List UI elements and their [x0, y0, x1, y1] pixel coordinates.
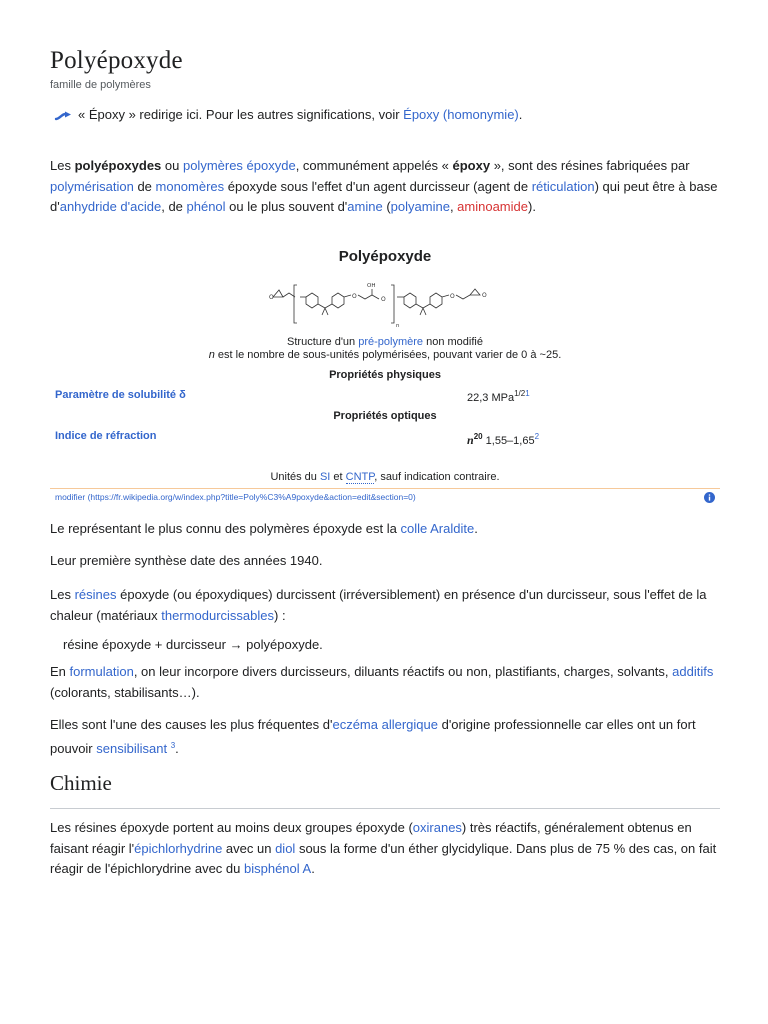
section-optical-properties: Propriétés optiques: [333, 410, 437, 422]
link-phenol[interactable]: phénol: [186, 199, 226, 214]
structure-caption-line2: [50, 349, 720, 361]
link-bisphenol-a[interactable]: bisphénol A: [243, 861, 312, 876]
link-oxiranes[interactable]: oxiranes: [412, 820, 462, 835]
link-thermodurcissables[interactable]: thermodurcissables: [161, 607, 274, 623]
ref-3[interactable]: 3: [170, 740, 176, 750]
ref-1[interactable]: 1: [525, 389, 530, 398]
text: Le représentant le plus connu des polymères époxyde est la: [50, 521, 401, 536]
text: Les: [50, 158, 75, 173]
link-anhydride-acide[interactable]: anhydride d'acide: [59, 199, 162, 214]
link-diol[interactable]: diol: [275, 840, 296, 856]
link-polymerisation[interactable]: polymérisation: [50, 178, 134, 194]
text: , sauf indication contraire.: [374, 471, 500, 483]
text: ).: [528, 199, 536, 214]
text: , communément appelés «: [295, 158, 453, 173]
n-label: n: [396, 323, 400, 329]
text: En: [50, 664, 70, 679]
page-title: Polyépoxyde: [50, 47, 183, 74]
svg-text:O: O: [482, 292, 487, 299]
oh-label: OH: [367, 283, 376, 289]
text: .: [175, 740, 179, 756]
chemical-structure-image[interactable]: [270, 277, 502, 331]
link-epichlorhydrine[interactable]: épichlorhydrine: [134, 840, 223, 856]
text: ou le plus souvent d': [225, 199, 348, 214]
hatnote: [55, 107, 522, 122]
svg-text:O: O: [381, 296, 386, 303]
variable-n: n: [208, 349, 215, 361]
text: et: [330, 471, 346, 483]
svg-text:O: O: [450, 293, 455, 300]
infobox-title: Polyépoxyde: [338, 248, 432, 265]
link-polymeres-epoxyde[interactable]: polymères époxyde: [182, 158, 296, 173]
paragraph-eczema: [50, 715, 722, 759]
link-sensibilisant[interactable]: sensibilisant: [96, 740, 168, 756]
link-additifs[interactable]: additifs: [672, 664, 714, 679]
text: époxyde (ou époxydiques) durcissent (irréversiblement) en présence d'un durcisseur, sous l'effet de la chaleur (matériaux: [50, 587, 707, 623]
solubility-value: [467, 389, 530, 404]
hatnote-suffix: .: [518, 107, 523, 122]
link-monomeres[interactable]: monomères: [155, 178, 225, 194]
text: ou: [161, 158, 183, 173]
text: .: [474, 521, 478, 536]
text: Unités du: [270, 471, 320, 483]
text: ,: [449, 199, 458, 214]
link-formulation[interactable]: formulation: [69, 664, 134, 679]
text: Les: [50, 587, 75, 602]
text: 22,3 MPa: [467, 392, 515, 404]
paragraph-formulation: [50, 662, 722, 703]
text: de: [133, 178, 156, 194]
svg-text:O: O: [352, 293, 357, 300]
link-si[interactable]: SI: [319, 471, 331, 483]
text: avec un: [222, 840, 276, 856]
text: 1,55–1,65: [482, 435, 535, 447]
link-cntp[interactable]: CNTP: [345, 471, 375, 483]
section-physical-properties: Propriétés physiques: [329, 369, 441, 381]
link-colle-araldite[interactable]: colle Araldite: [400, 521, 475, 536]
text: ) qui peut être à base d': [50, 178, 718, 214]
text: Les résines époxyde portent au moins deux groupes époxyde (: [50, 820, 413, 835]
bold-term: polyépoxydes: [74, 158, 162, 173]
link-reticulation[interactable]: réticulation: [531, 178, 595, 194]
text: époxyde sous l'effet d'un agent durcisseur (agent de: [224, 178, 532, 194]
link-pre-polymere[interactable]: pré-polymère: [358, 336, 424, 348]
info-icon[interactable]: [704, 492, 715, 503]
link-indice-refraction[interactable]: Indice de réfraction: [55, 430, 157, 442]
ref-2[interactable]: 2: [534, 432, 540, 441]
paragraph-resines: [50, 585, 722, 626]
text: (colorants, stabilisants…).: [50, 684, 200, 700]
refraction-value: [467, 432, 539, 448]
text: est le nombre de sous-unités polymérisées, pouvant varier de 0 à ~25.: [214, 349, 562, 361]
text: sous la forme d'un éther glycidylique. Dans plus de 75 % des cas, on fait réagir de l'épichlorydrine avec du: [50, 840, 717, 876]
edit-link[interactable]: modifier (https://fr.wikipedia.org/w/index.php?title=Poly%C3%A9poxyde&action=edit&section=0): [55, 492, 416, 502]
hatnote-text: « Époxy » redirige ici. Pour les autres significations, voir: [78, 107, 404, 122]
text: Elles sont l'une des causes les plus fréquentes d': [50, 717, 333, 732]
text: , de: [161, 199, 187, 214]
svg-text:O: O: [269, 294, 274, 301]
link-polyamine[interactable]: polyamine: [390, 199, 450, 214]
link-epoxy-homonymie[interactable]: Époxy (homonymie): [403, 107, 519, 122]
bold-term: époxy: [452, 158, 491, 173]
text: d'origine professionnelle car elles ont un fort pouvoir: [50, 717, 696, 756]
text: non modifié: [423, 336, 483, 348]
text: (: [382, 199, 391, 214]
heading-divider: [50, 808, 720, 809]
link-amine[interactable]: amine: [347, 199, 383, 214]
paragraph-chimie: [50, 818, 722, 880]
section-heading-chimie: Chimie: [50, 771, 112, 795]
paragraph-synthese: Leur première synthèse date des années 1940.: [50, 553, 323, 568]
reaction-equation: résine époxyde + durcisseur → polyépoxyde.: [63, 637, 323, 652]
text: », sont des résines fabriquées par: [490, 158, 690, 173]
text: ) :: [274, 607, 286, 623]
text: ) très réactifs, généralement obtenus en faisant réagir l': [50, 820, 692, 856]
text: Structure d'un: [287, 336, 359, 348]
intro-paragraph: [50, 156, 722, 218]
redlink-aminoamide[interactable]: aminoamide: [457, 199, 528, 214]
symbol-n: n: [467, 433, 474, 447]
link-eczema-allergique[interactable]: eczéma allergique: [332, 717, 438, 732]
page-subtitle: famille de polymères: [50, 79, 151, 91]
exponent: 1/2: [514, 389, 526, 398]
link-resines[interactable]: résines: [74, 587, 117, 602]
structure-caption: [50, 336, 720, 348]
link-parametre-solubilite[interactable]: Paramètre de solubilité δ: [55, 389, 186, 401]
infobox-divider: [50, 488, 720, 489]
exponent: 20: [473, 432, 483, 441]
redirect-arrow-icon: [55, 111, 72, 121]
paragraph-araldite: [50, 519, 722, 540]
text: , on leur incorpore divers durcisseurs, diluants réactifs ou non, plastifiants, charges, solvants,: [133, 664, 673, 679]
units-note: [50, 471, 720, 483]
text: .: [311, 861, 315, 876]
